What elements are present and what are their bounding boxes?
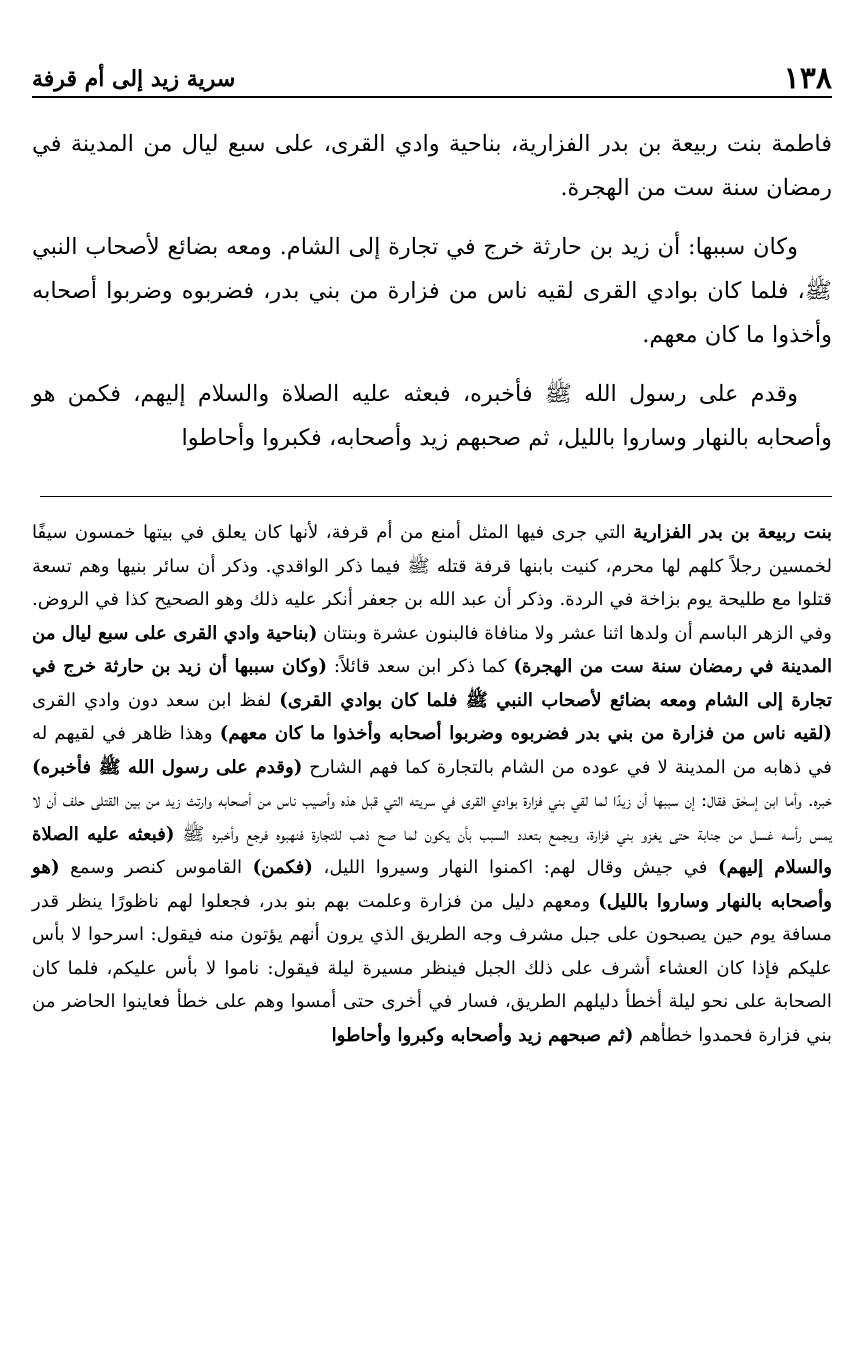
quoted-text: (ثم صبحهم زيد وأصحابه وكبروا وأحاطوا — [331, 1024, 634, 1046]
quoted-text: (بناحية وادي القرى على سبع ليال من المدينة في رمضان سنة ست من الهجرة) — [32, 622, 832, 677]
quoted-text: (وكان سببها أن زيد بن حارثة خرج في تجارة إلى الشام ومعه بضائع لأصحاب النبي ﷺ فلما كان بوادي القرى) — [32, 656, 832, 711]
quoted-text: (فبعثه عليه الصلاة والسلام إليهم) — [32, 823, 832, 878]
quoted-text: (لقيه ناس من فزارة من بني بدر فضربوه وضربوا أصحابه وأخذوا ما كان معهم) — [219, 723, 832, 744]
commentary-text: القاموس كنصر وسمع — [59, 857, 253, 878]
running-title: سرية زيد إلى أم قرفة — [32, 66, 236, 92]
header-divider — [32, 96, 832, 98]
quoted-text: (فكمن) — [252, 857, 313, 878]
commentary-paragraph — [32, 516, 832, 1052]
main-paragraph-2: وكان سببها: أن زيد بن حارثة خرج في تجارة إلى الشام. ومعه بضائع لأصحاب النبي ﷺ، فلما كان بوادي القرى لقيه ناس من فزارة من بني بدر، فضربوه وضربوا أصحابه وأخذوا ما كان معهم. — [32, 234, 832, 348]
commentary — [32, 516, 832, 1052]
main-text — [32, 122, 832, 475]
commentary-text: في جيش وقال لهم: اكمنوا النهار وسيروا الليل، — [312, 857, 718, 878]
commentary-text: كما ذكر ابن سعد قائلاً: — [326, 656, 514, 677]
commentary-text: التي جرى فيها المثل أمنع من أم قرفة، لأنها كان يعلق في بيتها خمسون سيفًا لخمسين رجلاً كلهم لها محرم، كنيت بابنها قرفة قتله ﷺ فيما ذكر الواقدي. وذكر أن سائر بنيها وهم تسعة قتلوا مع طليحة يوم بزاخة في الردة. وذكر أن عبد الله بن جعفر أنكر عليه ذلك وهو الصحيح كذا في الروض. وفي الزهر الباسم أن ولدها اثنا عشر ولا منافاة فالبنون عشرة وبنتان — [32, 522, 832, 644]
commentary-text: لفظ ابن سعد دون وادي القرى — [32, 689, 280, 711]
footnote-divider — [40, 496, 832, 497]
main-paragraph-1: فاطمة بنت ربيعة بن بدر الفزارية، بناحية وادي القرى، على سبع ليال من المدينة في رمضان سنة ست من الهجرة. — [32, 131, 832, 201]
quoted-text: بنت ربيعة بن بدر الفزارية — [633, 522, 832, 543]
main-paragraph-3: وقدم على رسول الله ﷺ فأخبره، فبعثه عليه الصلاة والسلام إليهم، فكمن هو وأصحابه بالنهار وساروا بالليل، ثم صحبهم زيد وأصحابه، فكبروا وأحاطوا — [32, 381, 832, 451]
quoted-text: (وقدم على رسول الله ﷺ فأخبره) — [32, 756, 303, 778]
page-header — [32, 48, 832, 94]
quoted-text: (هو وأصحابه بالنهار وساروا بالليل) — [32, 857, 832, 912]
commentary-text: خبره. وأما ابن إسحٰق فقال: إن سببها أن زيدًا لما لقي بني فزارة بوادي القرى في سريته التي قبل هذه وأصيب ناس من أصحابه وارتث زيد من بين القتلى حلف أن لا يمس رأسه غسل من جنابة حتى يغزو بني فزارة، ويجمع بتعدد السبب بأن يكون لما صح ذهب للتجارة فنهبوه فرجع وأخبره ﷺ — [32, 790, 833, 845]
page-number: ١٣٨ — [783, 61, 832, 96]
commentary-text: وهذا ظاهر في لقيهم له في ذهابه من المدينة لا في عوده من الشام بالتجارة كما فهم الشارح — [32, 723, 833, 778]
commentary-text: ومعهم دليل من فزارة وعلمت بهم بنو بدر، فجعلوا لهم ناظورًا ينظر قدر مسافة يوم حين يصبحون على جبل مشرف وجه الطريق الذي يرون أنهم يؤتون منه فيقول: اسرحوا لا بأس عليكم فإذا كان العشاء أشرف على ذلك الجبل فينظر مسيرة ليلة فيقول: ناموا لا بأس عليكم، فلما كان الصحابة على نحو ليلة أخطأ دليلهم الطريق، فسار في أخرى حتى أمسوا وهم على خطأ فعاينوا الحاضر من بني فزارة فحمدوا خطأهم — [32, 890, 832, 1046]
